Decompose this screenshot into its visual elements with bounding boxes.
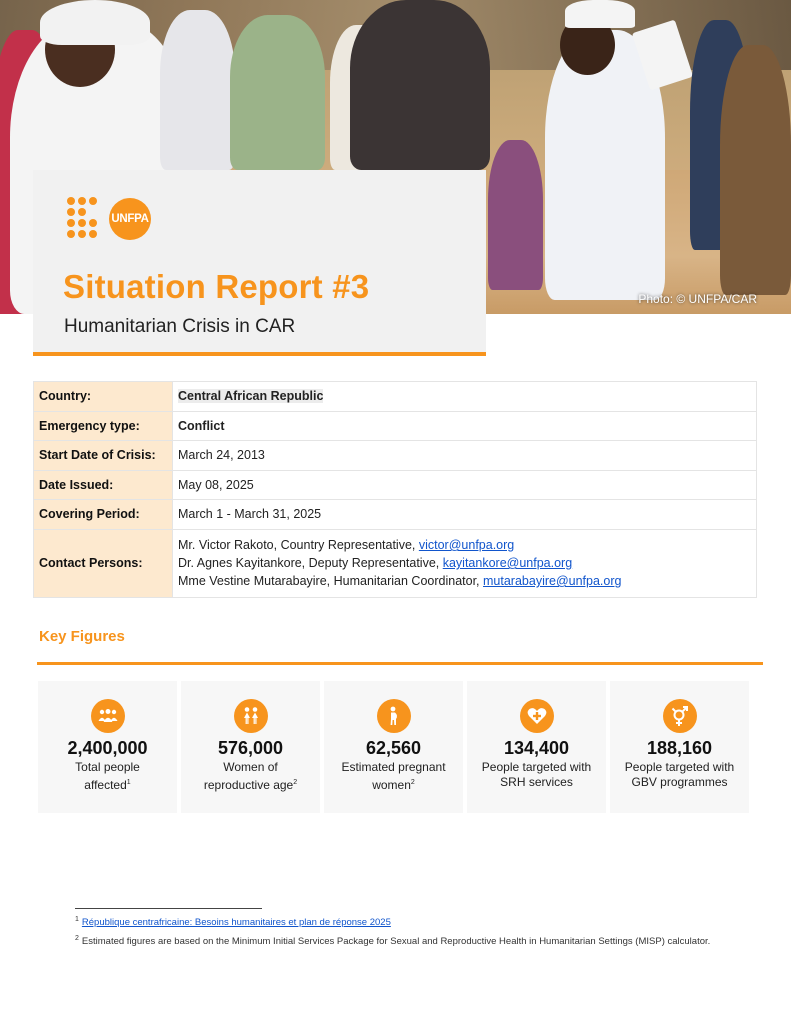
contact-person-text: Mr. Victor Rakoto, Country Representative, [178, 538, 419, 552]
contact-email-link[interactable]: kayitankore@unfpa.org [442, 556, 573, 570]
key-figure-card [38, 681, 177, 813]
gender-symbol-icon [663, 699, 697, 733]
date-issued-label: Date Issued: [34, 470, 173, 500]
key-figure-label: Total people affected$^1$ [75, 760, 140, 792]
people-group-icon [91, 699, 125, 733]
photo-figure [565, 0, 635, 28]
contact-person [178, 536, 751, 554]
photo-figure [230, 15, 325, 170]
unfpa-logo [67, 197, 153, 239]
page-title: Situation Report #3 [63, 268, 370, 305]
table-row [34, 529, 757, 597]
footnote-divider [75, 908, 262, 909]
key-figures-divider [37, 662, 763, 665]
key-figure-label: People targeted with GBV programmes [624, 760, 735, 789]
pregnant-woman-icon [377, 699, 411, 733]
logo-circle: UNFPA [109, 198, 151, 240]
title-card [33, 170, 486, 356]
start-date-label: Start Date of Crisis: [34, 441, 173, 471]
key-figure-card [324, 681, 463, 813]
key-figure-label: Women of reproductive age$^2$ [203, 760, 298, 792]
key-figure-value: 188,160 [646, 738, 713, 758]
footnote-number: 1 [75, 916, 79, 923]
country-value-text: Central African Republic [178, 389, 324, 404]
contact-persons-value [173, 529, 757, 597]
footnote-source-link[interactable]: République centrafricaine: Besoins humanitaires et plan de réponse 2025 [81, 917, 391, 929]
date-issued-value: May 08, 2025 [173, 470, 757, 500]
table-row [34, 500, 757, 530]
contact-person-text: Mme Vestine Mutarabayire, Humanitarian Coordinator, [178, 574, 484, 588]
key-figure-value: 134,400 [503, 738, 570, 758]
photo-credit: Photo: © UNFPA/CAR [638, 292, 757, 306]
key-figure-value: 2,400,000 [67, 738, 148, 758]
table-row [34, 382, 757, 412]
photo-figure [488, 140, 543, 290]
footnote-1 [75, 913, 715, 930]
footnote-marker: 2 [410, 779, 415, 786]
key-figure-card [610, 681, 749, 813]
contact-email-link[interactable]: mutarabayire@unfpa.org [483, 574, 622, 588]
table-row [34, 470, 757, 500]
country-value [173, 382, 757, 412]
key-figure-value: 576,000 [217, 738, 284, 758]
footnote-2 [75, 932, 715, 949]
key-figure-label: People targeted with SRH services [481, 760, 592, 789]
report-info-table [33, 381, 757, 598]
logo-dots [67, 197, 107, 239]
covering-period-label: Covering Period: [34, 500, 173, 530]
key-figure-card [467, 681, 606, 813]
emergency-type-value: Conflict [173, 411, 757, 441]
footnote-text: Estimated figures are based on the Minimum Initial Services Package for Sexual and Reproductive Health in Humanitarian Settings (MISP) calculator. [81, 936, 711, 948]
key-figures-heading: Key Figures [39, 628, 125, 645]
contact-persons-label: Contact Persons: [34, 529, 173, 597]
footnote-marker: 2 [293, 779, 298, 786]
title-underline [33, 352, 486, 356]
heart-plus-icon [520, 699, 554, 733]
contact-email-link[interactable]: victor@unfpa.org [418, 538, 515, 552]
footnote-number: 2 [75, 935, 79, 942]
women-icon [234, 699, 268, 733]
key-figure-label: Estimated pregnant women$^2$ [341, 760, 446, 792]
contact-person-text: Dr. Agnes Kayitankore, Deputy Representative, [178, 556, 443, 570]
key-figure-value: 62,560 [365, 738, 422, 758]
photo-figure [350, 0, 490, 170]
emergency-type-label: Emergency type: [34, 411, 173, 441]
contact-person [178, 554, 751, 572]
contact-person [178, 572, 751, 590]
table-row [34, 441, 757, 471]
country-label: Country: [34, 382, 173, 412]
photo-figure [40, 0, 150, 45]
photo-figure [160, 10, 235, 170]
footnote-marker: 1 [126, 779, 131, 786]
table-row [34, 411, 757, 441]
key-figures-row [38, 681, 752, 813]
key-figure-card [181, 681, 320, 813]
page-subtitle: Humanitarian Crisis in CAR [64, 316, 296, 337]
start-date-value: March 24, 2013 [173, 441, 757, 471]
covering-period-value: March 1 - March 31, 2025 [173, 500, 757, 530]
photo-figure [720, 45, 791, 295]
